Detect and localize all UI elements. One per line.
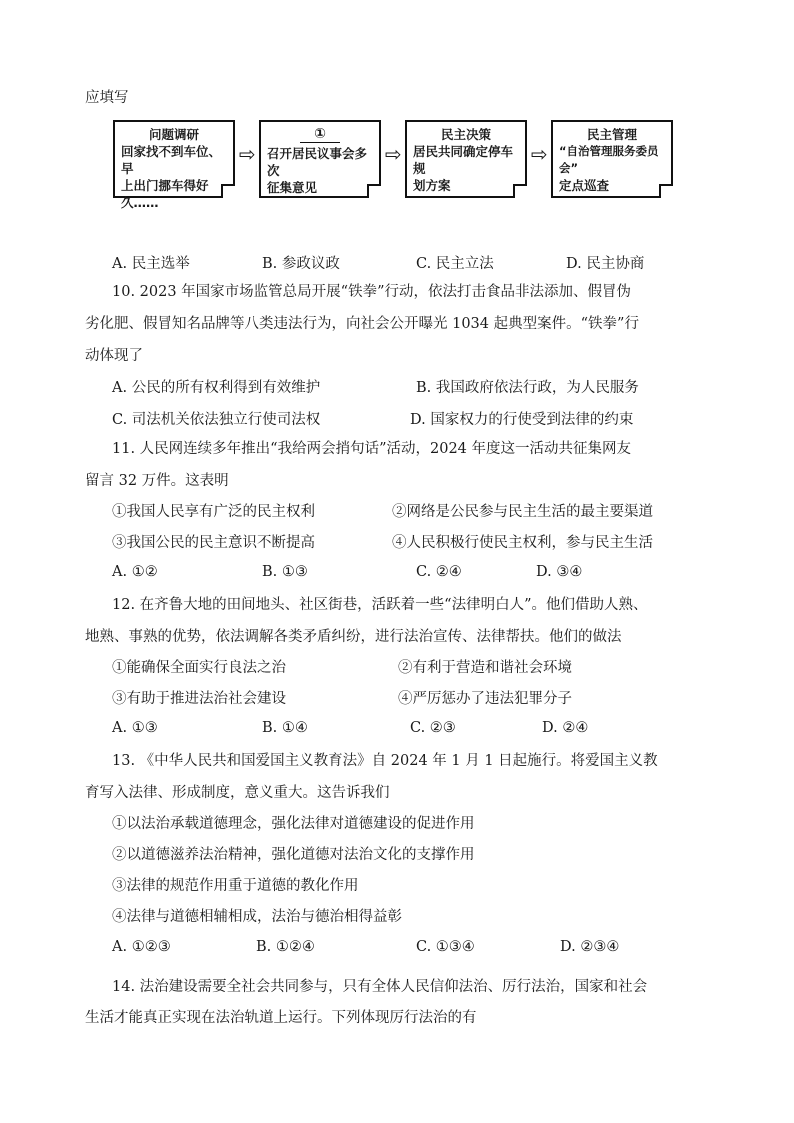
q10-option-a[interactable]: A. 公民的所有权利得到有效维护 [112,380,321,396]
q9-option-c[interactable]: C. 民主立法 [416,256,494,272]
q13-option-a[interactable]: A. ①②③ [112,939,171,955]
flow-box-title: 民主决策 [440,127,491,142]
q11-statement: ①我国人民享有广泛的民主权利 [112,504,315,520]
q13-option-b[interactable]: B. ①②④ [256,939,315,955]
q13-statement: ④法律与道德相辅相成，法治与德治相得益彰 [112,909,402,925]
flow-box-decision [405,120,527,198]
flow-box-line: “自治管理服务委员会” [559,144,659,175]
flow-box-consultation [259,120,381,198]
q14-stem-line: 14. 法治建设需要全社会共同参与，只有全体人民信仰法治、厉行法治，国家和社会 [112,979,648,995]
q11-stem-line: 11. 人民网连续多年推出“我给两会捎句话”活动，2024 年度这一活动共征集网友 [112,441,632,457]
q11-statement: ③我国公民的民主意识不断提高 [112,535,315,551]
q11-statement: ④人民积极行使民主权利，参与民主生活 [392,535,653,551]
folded-corner-icon [659,184,673,198]
flow-box-research [113,120,235,210]
folded-corner-icon [221,184,235,198]
flow-box-title: 问题调研 [148,127,199,142]
arrow-right-icon: ⇨ [385,142,402,166]
q13-statement: ③法律的规范作用重于道德的教化作用 [112,878,359,894]
flow-box-line: 划方案 [413,178,451,193]
q14-stem-line: 生活才能真正实现在法治轨道上运行。下列体现厉行法治的有 [85,1010,477,1026]
process-flowchart [113,120,673,210]
flow-box-line: 居民共同确定停车规 [413,144,514,176]
q10-option-c[interactable]: C. 司法机关依法独立行使司法权 [112,412,321,428]
q12-statement: ②有利于营造和谐社会环境 [398,660,572,676]
q10-stem-line: 10. 2023 年国家市场监管总局开展“铁拳”行动，依法打击食品非法添加、假冒伪 [112,284,632,300]
q13-statement: ①以法治承载道德理念，强化法律对道德建设的促进作用 [112,816,475,832]
q12-statement: ③有助于推进法治社会建设 [112,691,286,707]
flow-box-line: 召开居民议事会多次 [267,146,368,178]
intro-text: 应填写 [85,90,129,106]
q12-option-d[interactable]: D. ②④ [542,720,589,736]
q12-statement: ①能确保全面实行良法之治 [112,660,286,676]
folded-corner-icon [367,184,381,198]
q10-stem-line: 劣化肥、假冒知名品牌等八类违法行为，向社会公开曝光 1034 起典型案件。“铁拳”行 [85,316,639,332]
flow-box-line: 上出门挪车得好久…… [121,178,209,210]
q12-option-b[interactable]: B. ①④ [262,720,308,736]
folded-corner-icon [513,184,527,198]
q9-option-b[interactable]: B. 参政议政 [262,256,340,272]
q9-option-d[interactable]: D. 民主协商 [566,256,645,272]
q12-option-c[interactable]: C. ②③ [410,720,456,736]
flow-box-management [551,120,673,198]
q12-statement: ④严厉惩办了违法犯罪分子 [398,691,572,707]
q11-stem-line: 留言 32 万件。这表明 [85,473,229,489]
arrow-right-icon: ⇨ [239,142,256,166]
q11-statement: ②网络是公民参与民主生活的最主要渠道 [392,504,653,520]
q13-option-c[interactable]: C. ①③④ [416,939,475,955]
flow-box-line: 定点巡查 [559,178,610,193]
q13-stem-line: 13. 《中华人民共和国爱国主义教育法》自 2024 年 1 月 1 日起施行。将爱国主义教 [112,753,658,769]
q12-stem-line: 12. 在齐鲁大地的田间地头、社区街巷，活跃着一些“法律明白人”。他们借助人熟、 [112,597,648,613]
q13-stem-line: 育写入法律、形成制度，意义重大。这告诉我们 [85,785,390,801]
blank-marker: ① [300,126,340,143]
flow-box-line: 回家找不到车位、早 [121,144,222,176]
q11-option-d[interactable]: D. ③④ [536,564,583,580]
flow-box-line: 征集意见 [267,180,318,195]
q10-stem-line: 动体现了 [85,348,143,364]
q10-option-d[interactable]: D. 国家权力的行使受到法律的约束 [410,412,634,428]
q13-statement: ②以道德滋养法治精神，强化道德对法治文化的支撑作用 [112,847,475,863]
q10-option-b[interactable]: B. 我国政府依法行政，为人民服务 [416,380,639,396]
q11-option-c[interactable]: C. ②④ [416,564,462,580]
q11-option-b[interactable]: B. ①③ [262,564,308,580]
q12-option-a[interactable]: A. ①③ [112,720,158,736]
q9-option-a[interactable]: A. 民主选举 [112,256,190,272]
q13-option-d[interactable]: D. ②③④ [560,939,620,955]
q11-option-a[interactable]: A. ①② [112,564,158,580]
q12-stem-line: 地熟、事熟的优势，依法调解各类矛盾纠纷，进行法治宣传、法律帮扶。他们的做法 [85,629,622,645]
arrow-right-icon: ⇨ [531,142,548,166]
flow-box-title: 民主管理 [586,127,637,142]
